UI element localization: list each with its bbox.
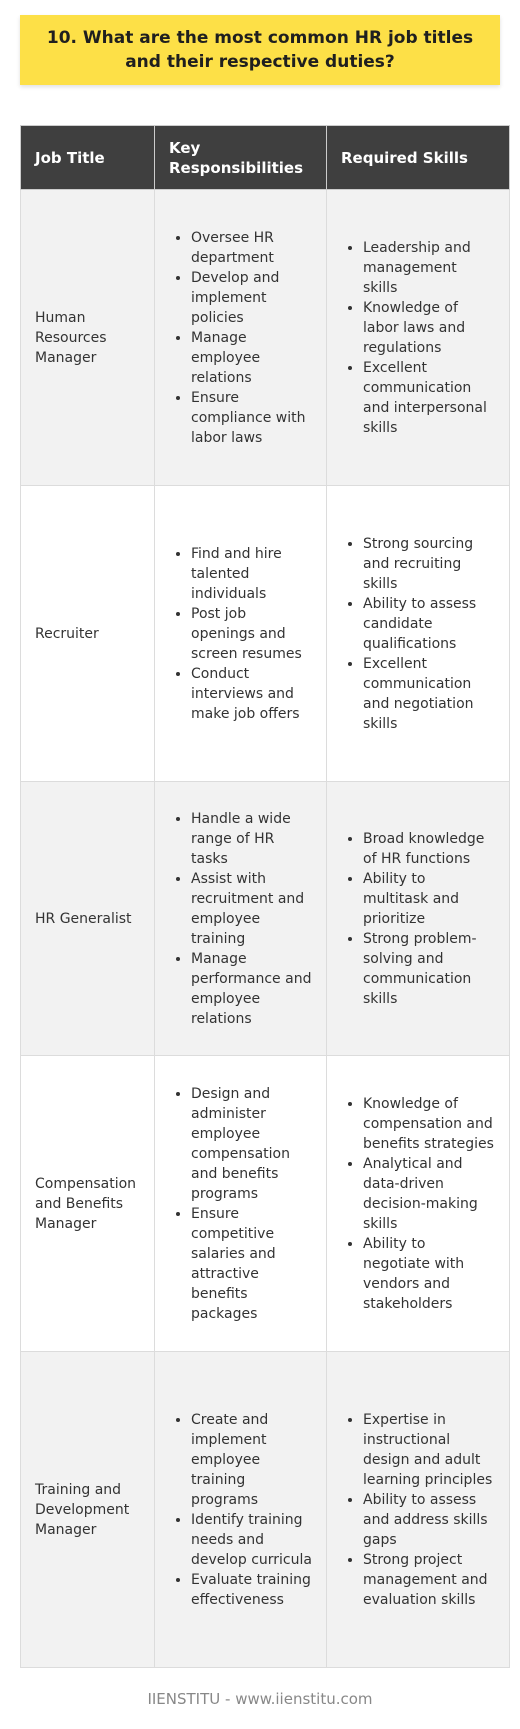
responsibilities-cell: [155, 782, 327, 1056]
skills-cell: [327, 1352, 510, 1668]
skills-list: [341, 829, 495, 1009]
list-item: • Ensure compliance with labor laws: [191, 388, 312, 448]
list-item: • Find and hire talented individuals: [191, 544, 312, 604]
responsibilities-cell: [155, 1056, 327, 1352]
table-header-row: [21, 126, 510, 190]
list-item: • Oversee HR department: [191, 228, 312, 268]
list-item: • Knowledge of labor laws and regulations: [363, 298, 495, 358]
list-item: • Ability to negotiate with vendors and stakeholders: [363, 1234, 495, 1314]
list-item: • Strong problem-solving and communication skills: [363, 929, 495, 1009]
list-item: • Strong project management and evaluation skills: [363, 1550, 495, 1610]
skills-list: [341, 1094, 495, 1314]
responsibilities-cell: [155, 486, 327, 782]
skills-cell: [327, 782, 510, 1056]
footer-credit: IIENSTITU - www.iienstitu.com: [147, 1690, 373, 1708]
table-row: [21, 782, 510, 1056]
skills-cell: [327, 190, 510, 486]
list-item: • Handle a wide range of HR tasks: [191, 809, 312, 869]
job-title-cell: Recruiter: [21, 486, 155, 782]
list-item: • Create and implement employee training programs: [191, 1410, 312, 1510]
header-job-title: Job Title: [21, 126, 155, 190]
job-title-cell: Human Resources Manager: [21, 190, 155, 486]
table-row: [21, 1056, 510, 1352]
list-item: • Ability to assess candidate qualifications: [363, 594, 495, 654]
table-row: [21, 190, 510, 486]
list-item: • Ability to multitask and prioritize: [363, 869, 495, 929]
skills-cell: [327, 486, 510, 782]
list-item: • Post job openings and screen resumes: [191, 604, 312, 664]
list-item: • Manage employee relations: [191, 328, 312, 388]
hr-job-titles-table-container: [20, 125, 509, 1668]
skills-list: [341, 534, 495, 734]
skills-list: [341, 238, 495, 438]
list-item: • Excellent communication and negotiation skills: [363, 654, 495, 734]
header-required-skills: Required Skills: [327, 126, 510, 190]
skills-cell: [327, 1056, 510, 1352]
header-key-responsibilities: Key Responsibilities: [155, 126, 327, 190]
responsibilities-cell: [155, 1352, 327, 1668]
responsibilities-list: [169, 544, 312, 724]
list-item: • Expertise in instructional design and adult learning principles: [363, 1410, 495, 1490]
table-row: [21, 1352, 510, 1668]
list-item: • Leadership and management skills: [363, 238, 495, 298]
list-item: • Conduct interviews and make job offers: [191, 664, 312, 724]
list-item: • Broad knowledge of HR functions: [363, 829, 495, 869]
table-row: [21, 486, 510, 782]
question-title: 10. What are the most common HR job titles and their respective duties?: [46, 28, 474, 72]
job-title-cell: Compensation and Benefits Manager: [21, 1056, 155, 1352]
list-item: • Evaluate training effectiveness: [191, 1570, 312, 1610]
list-item: • Design and administer employee compensation and benefits programs: [191, 1084, 312, 1204]
responsibilities-list: [169, 809, 312, 1029]
responsibilities-cell: [155, 190, 327, 486]
list-item: • Assist with recruitment and employee training: [191, 869, 312, 949]
responsibilities-list: [169, 1410, 312, 1610]
list-item: • Identify training needs and develop curricula: [191, 1510, 312, 1570]
job-title-cell: HR Generalist: [21, 782, 155, 1056]
list-item: • Develop and implement policies: [191, 268, 312, 328]
list-item: • Knowledge of compensation and benefits strategies: [363, 1094, 495, 1154]
list-item: • Manage performance and employee relations: [191, 949, 312, 1029]
responsibilities-list: [169, 1084, 312, 1324]
hr-job-titles-table: [20, 125, 510, 1668]
list-item: • Ensure competitive salaries and attractive benefits packages: [191, 1204, 312, 1324]
list-item: • Ability to assess and address skills gaps: [363, 1490, 495, 1550]
list-item: • Analytical and data-driven decision-making skills: [363, 1154, 495, 1234]
job-title-cell: Training and Development Manager: [21, 1352, 155, 1668]
responsibilities-list: [169, 228, 312, 448]
list-item: • Strong sourcing and recruiting skills: [363, 534, 495, 594]
skills-list: [341, 1410, 495, 1610]
question-banner: [20, 15, 500, 85]
list-item: • Excellent communication and interpersonal skills: [363, 358, 495, 438]
